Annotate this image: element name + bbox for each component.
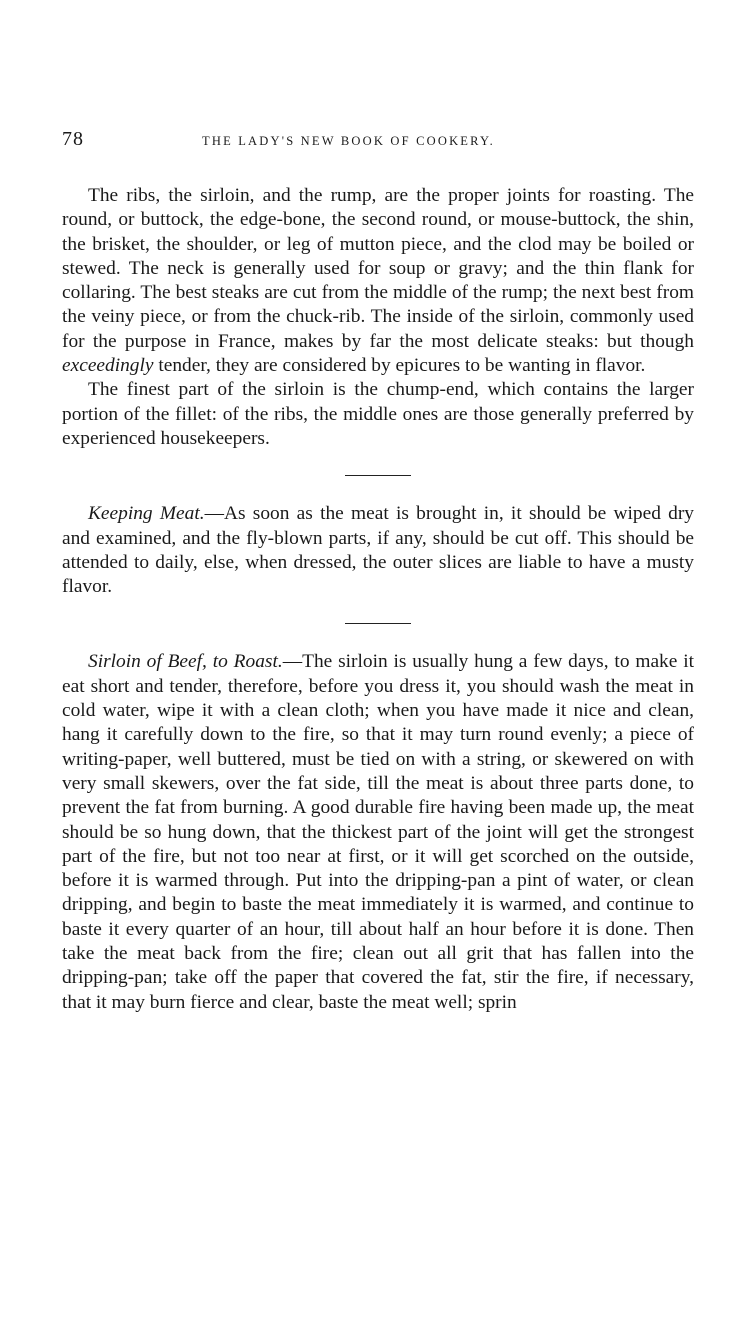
- paragraph-keeping-meat: [62, 502, 694, 599]
- paragraph-joints: [62, 184, 694, 378]
- page-header: [62, 128, 694, 158]
- sirloin-roast-body: —The sirloin is usually hung a few days, to make it eat short and tender, therefore, before you dress it, you should wash the meat in cold water, wipe it with a clean cloth; when you have made it nice and clean, hang it carefully down to the fire, so that it may turn round evenly; a piece of writing-paper, well buttered, must be tied on with a string, or skewered on with very small skewers, over the fat side, till the meat is about three parts done, to prevent the fat from burning. A good durable fire having been made up, the meat should be so hung down, that the thickest part of the joint will get the strongest part of the fire, but not too near at first, or it will get scorched on the outside, before it is warmed through. Put into the dripping-pan a pint of water, or clean dripping, and begin to baste the meat immediately it is warmed, and continue to baste it every quarter of an hour, till about half an hour before it is done. Then take the meat back from the fire; clean out all grit that has fallen into the dripping-pan; take off the paper that covered the fat, stir the fire, if necessary, that it may burn fierce and clear, baste the meat well; sprin: [62, 651, 694, 1013]
- section-divider: [345, 475, 411, 476]
- running-head: THE LADY'S NEW BOOK OF COOKERY.: [202, 134, 495, 148]
- keeping-meat-heading: Keeping Meat.: [88, 503, 205, 525]
- paragraph-sirloin-roast: [62, 650, 694, 1014]
- paragraph-joints-text: The ribs, the sirloin, and the rump, are the proper joints for roasting. The round, or buttock, the edge-bone, the second round, or mouse-buttock, the shin, the brisket, the shoulder, or leg of mutton piece, and the clod may be boiled or stewed. The neck is generally used for soup or gravy; and the thin flank for collaring. The best steaks are cut from the middle of the rump; the next best from the veiny piece, or from the chuck-rib. The inside of the sirloin, commonly used for the purpose in France, makes by far the most delicate steaks: but though: [62, 185, 694, 352]
- keeping-meat-body: —As soon as the meat is brought in, it should be wiped dry and examined, and the fly-blown parts, if any, should be cut off. This should be attended to daily, else, when dressed, the outer slices are liable to have a musty flavor.: [62, 503, 694, 598]
- book-page: [62, 128, 694, 1015]
- italic-word: exceedingly: [62, 355, 154, 377]
- sirloin-roast-heading: Sirloin of Beef, to Roast.: [88, 651, 283, 673]
- section-divider: [345, 623, 411, 624]
- page-number: 78: [62, 128, 84, 150]
- paragraph-chump-end: The finest part of the sirloin is the chump-end, which contains the larger portion of the fillet: of the ribs, the middle ones are those generally preferred by experienced housekeepers.: [62, 379, 694, 449]
- paragraph-joints-end: tender, they are considered by epicures to be wanting in flavor.: [153, 355, 646, 377]
